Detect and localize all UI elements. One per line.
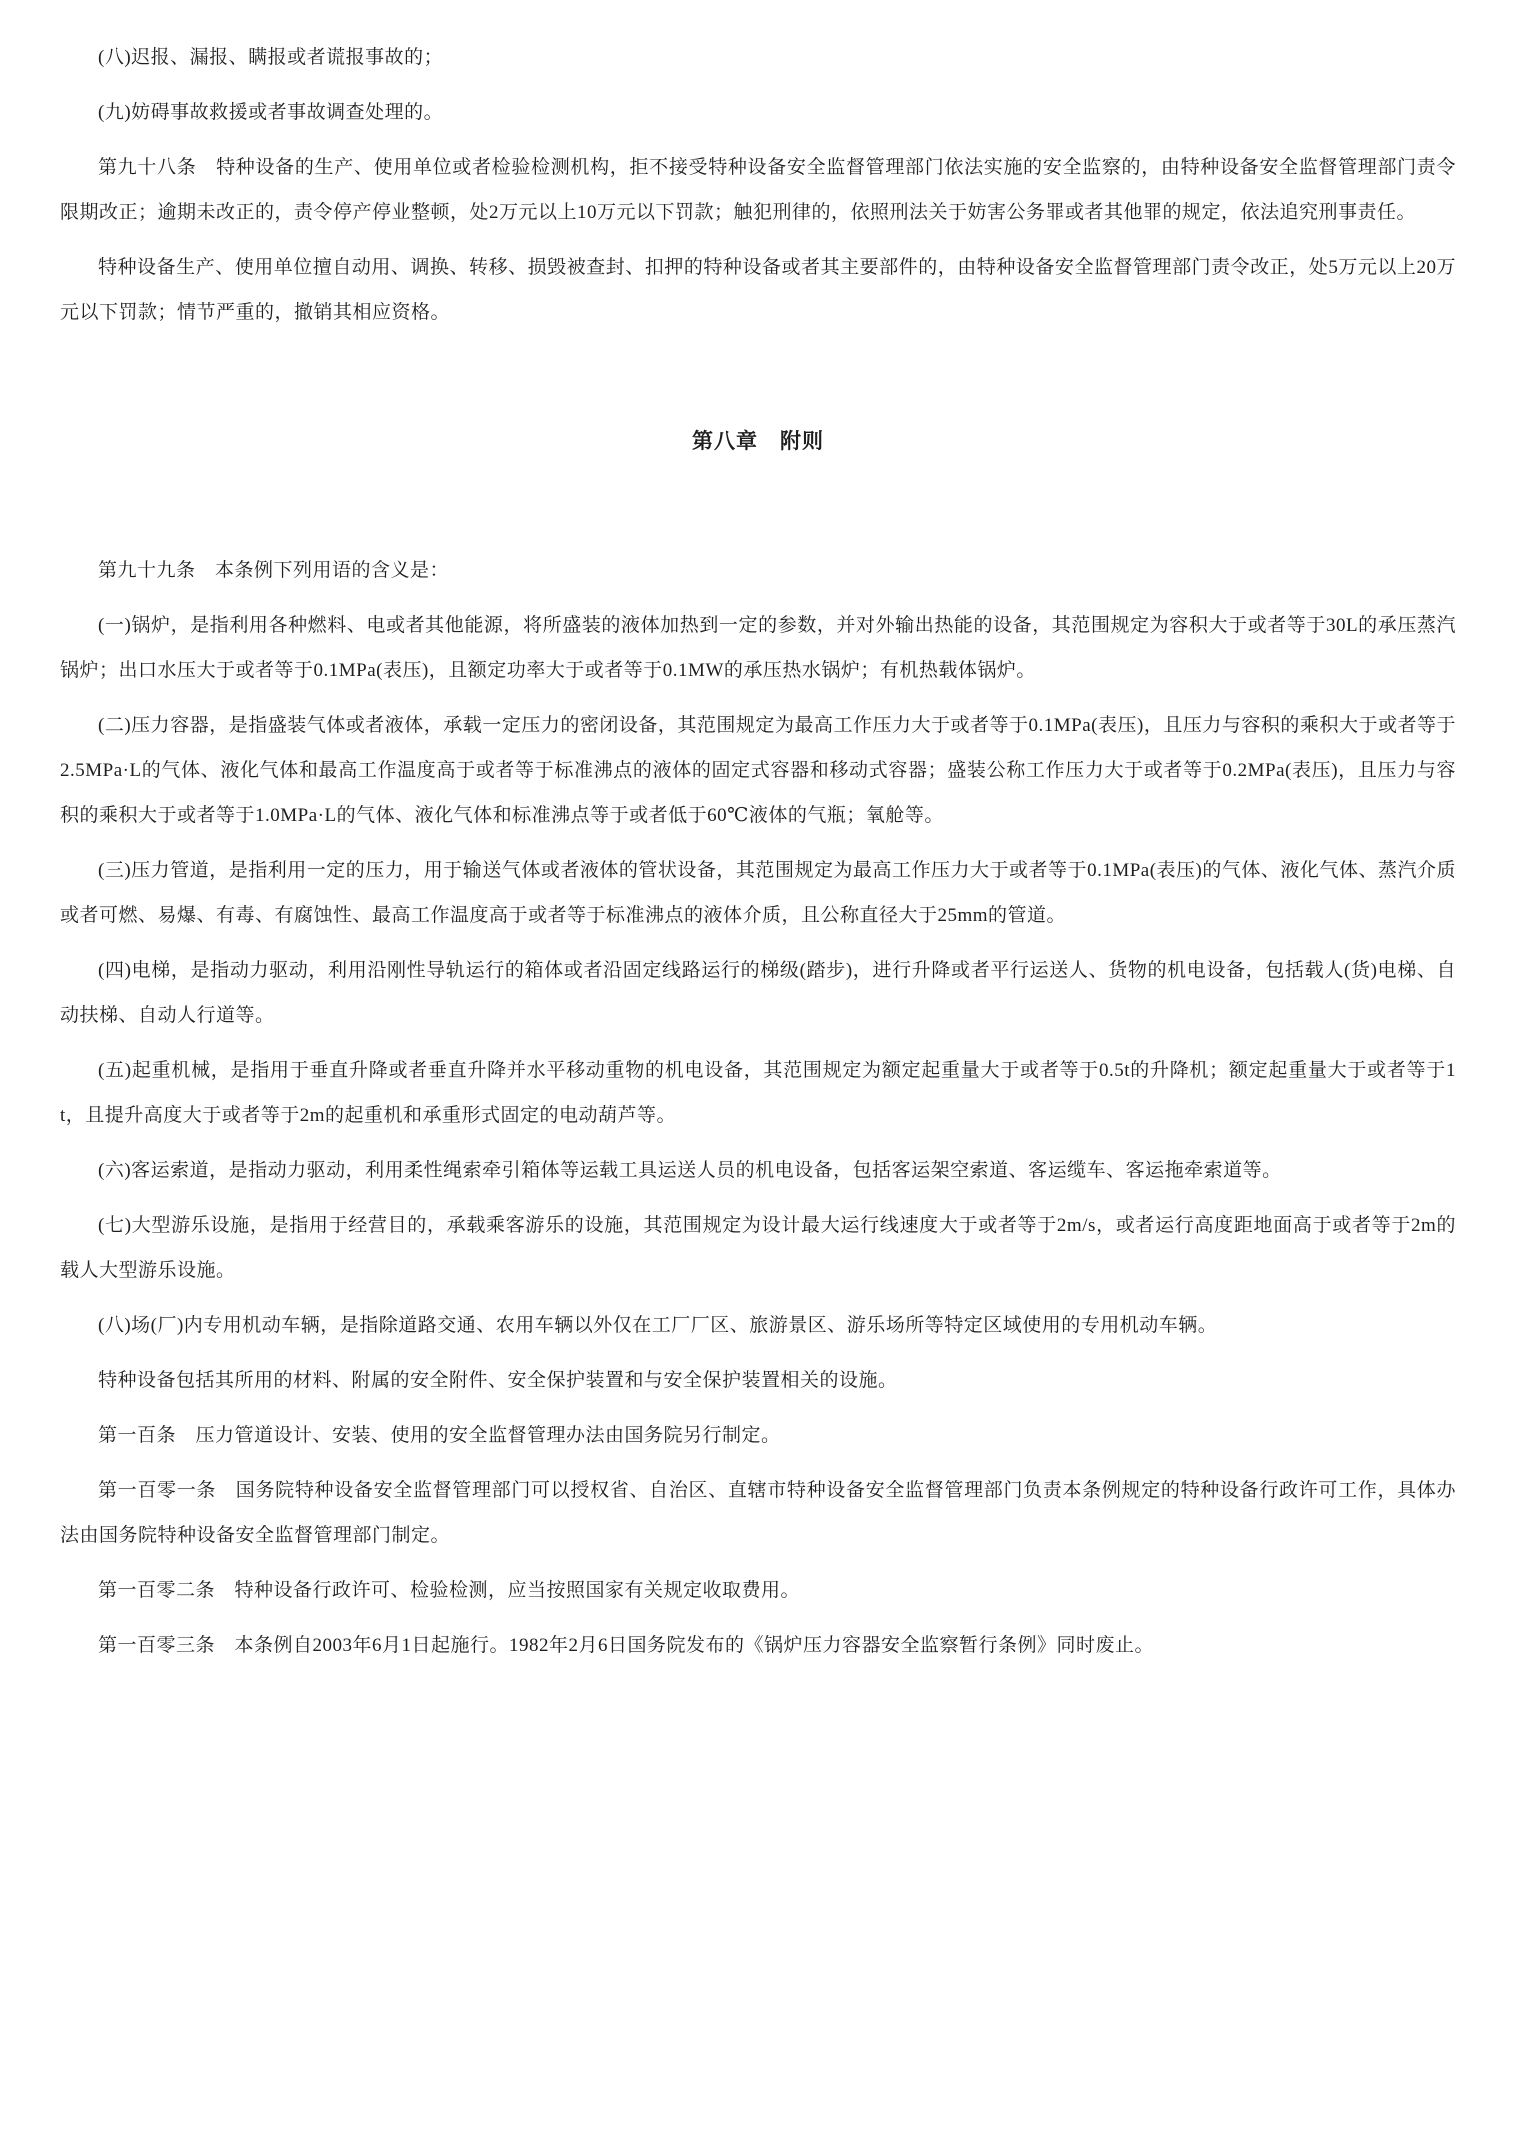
paragraph: (七)大型游乐设施，是指用于经营目的，承载乘客游乐的设施，其范围规定为设计最大运行线速度大于或者等于2m/s，或者运行高度距地面高于或者等于2m的载人大型游乐设施。 [60, 1215, 1456, 1281]
regulation-text [60, 35, 1456, 1668]
paragraph: (八)场(厂)内专用机动车辆，是指除道路交通、农用车辆以外仅在工厂厂区、旅游景区、游乐场所等特定区域使用的专用机动车辆。 [98, 1315, 1218, 1336]
paragraph: (八)迟报、漏报、瞒报或者谎报事故的； [98, 47, 444, 68]
paragraph: 第一百零一条 国务院特种设备安全监督管理部门可以授权省、自治区、直辖市特种设备安全监督管理部门负责本条例规定的特种设备行政许可工作，具体办法由国务院特种设备安全监督管理部门制定。 [60, 1480, 1456, 1546]
paragraph: 第一百零三条 本条例自2003年6月1日起施行。1982年2月6日国务院发布的《锅炉压力容器安全监察暂行条例》同时废止。 [98, 1635, 1155, 1656]
paragraph: (一)锅炉，是指利用各种燃料、电或者其他能源，将所盛装的液体加热到一定的参数，并对外输出热能的设备，其范围规定为容积大于或者等于30L的承压蒸汽锅炉；出口水压大于或者等于0.1MPa(表压)，且额定功率大于或者等于0.1MW的承压热水锅炉；有机热载体锅炉。 [60, 615, 1456, 681]
paragraph: 特种设备包括其所用的材料、附属的安全附件、安全保护装置和与安全保护装置相关的设施。 [98, 1370, 898, 1391]
paragraph: 第九十八条 特种设备的生产、使用单位或者检验检测机构，拒不接受特种设备安全监督管理部门依法实施的安全监察的，由特种设备安全监督管理部门责令限期改正；逾期未改正的，责令停产停业整顿，处2万元以上10万元以下罚款；触犯刑律的，依照刑法关于妨害公务罪或者其他罪的规定，依法追究刑事责任。 [60, 157, 1456, 223]
paragraph: (四)电梯，是指动力驱动，利用沿刚性导轨运行的箱体或者沿固定线路运行的梯级(踏步)，进行升降或者平行运送人、货物的机电设备，包括载人(货)电梯、自动扶梯、自动人行道等。 [60, 960, 1456, 1026]
paragraph: (九)妨碍事故救援或者事故调查处理的。 [98, 102, 444, 123]
paragraph: (二)压力容器，是指盛装气体或者液体，承载一定压力的密闭设备，其范围规定为最高工作压力大于或者等于0.1MPa(表压)，且压力与容积的乘积大于或者等于2.5MPa·L的气体、液化气体和最高工作温度高于或者等于标准沸点的液体的固定式容器和移动式容器；盛装公称工作压力大于或者等于0.2MPa(表压)，且压力与容积的乘积大于或者等于1.0MPa·L的气体、液化气体和标准沸点等于或者低于60℃液体的气瓶；氧舱等。 [60, 715, 1456, 826]
paragraph: (三)压力管道，是指利用一定的压力，用于输送气体或者液体的管状设备，其范围规定为最高工作压力大于或者等于0.1MPa(表压)的气体、液化气体、蒸汽介质或者可燃、易爆、有毒、有腐蚀性、最高工作温度高于或者等于标准沸点的液体介质，且公称直径大于25mm的管道。 [60, 860, 1456, 926]
paragraph: 第九十九条 本条例下列用语的含义是： [98, 560, 450, 581]
paragraph: (五)起重机械，是指用于垂直升降或者垂直升降并水平移动重物的机电设备，其范围规定为额定起重量大于或者等于0.5t的升降机；额定起重量大于或者等于1t，且提升高度大于或者等于2m的起重机和承重形式固定的电动葫芦等。 [60, 1060, 1456, 1126]
paragraph: 特种设备生产、使用单位擅自动用、调换、转移、损毁被查封、扣押的特种设备或者其主要部件的，由特种设备安全监督管理部门责令改正，处5万元以上20万元以下罚款；情节严重的，撤销其相应资格。 [60, 257, 1456, 323]
paragraph: 第一百零二条 特种设备行政许可、检验检测，应当按照国家有关规定收取费用。 [98, 1580, 801, 1601]
chapter-heading: 第八章 附则 [692, 429, 824, 453]
paragraph: 第一百条 压力管道设计、安装、使用的安全监督管理办法由国务院另行制定。 [98, 1425, 781, 1446]
paragraph: (六)客运索道，是指动力驱动，利用柔性绳索牵引箱体等运载工具运送人员的机电设备，包括客运架空索道、客运缆车、客运拖牵索道等。 [98, 1160, 1282, 1181]
